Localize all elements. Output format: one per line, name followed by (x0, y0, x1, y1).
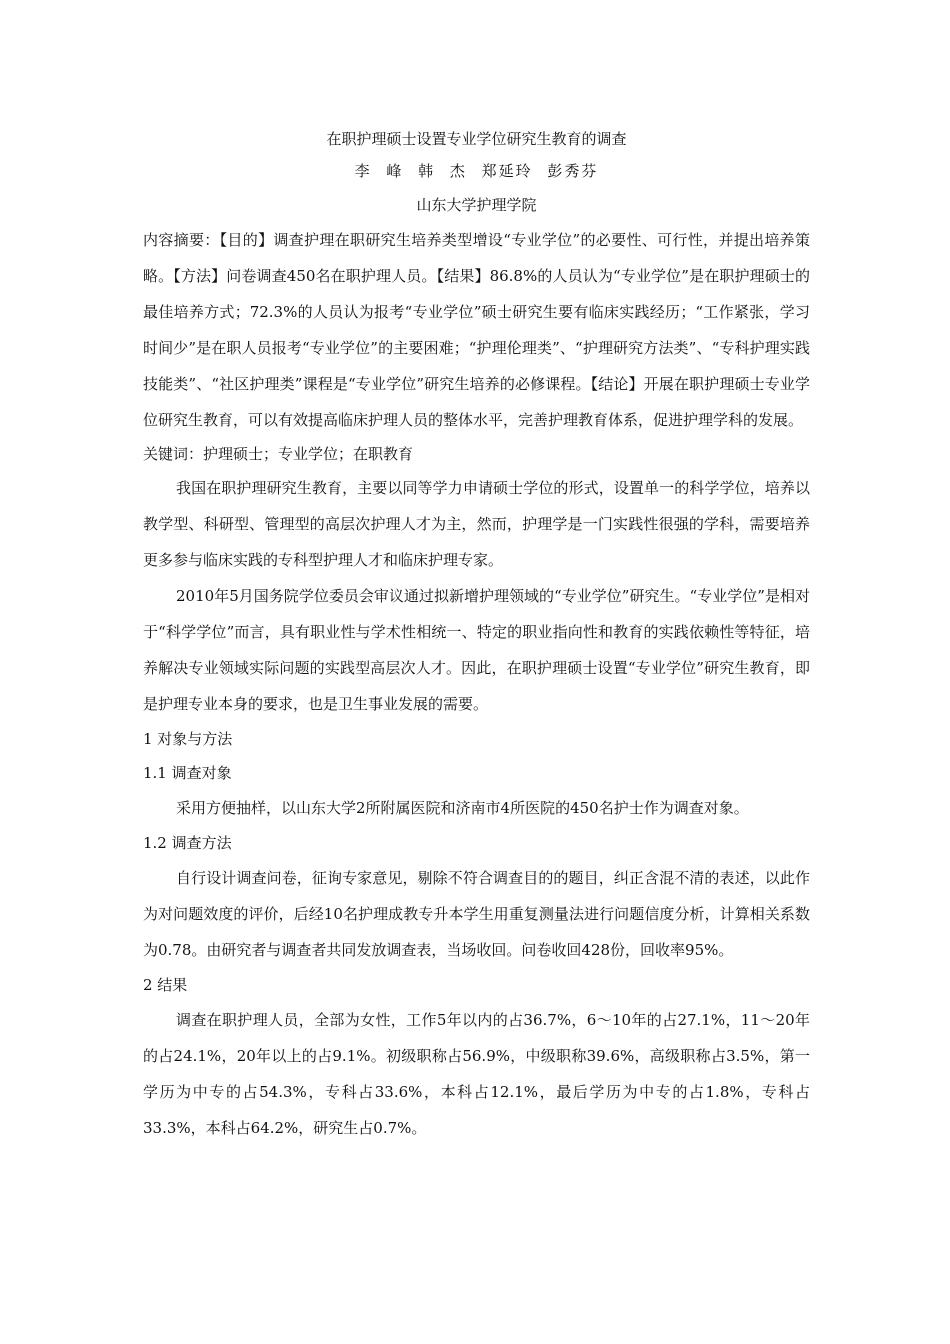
keywords-text: 护理硕士；专业学位；在职教育 (203, 445, 414, 463)
abstract-label: 内容摘要： (143, 231, 220, 249)
subsection-1-1-text: 采用方便抽样，以山东大学2所附属医院和济南市4所医院的450名护士作为调查对象。 (176, 799, 749, 817)
paper-affiliation: 山东大学护理学院 (416, 196, 537, 214)
section-heading-1: 1 对象与方法 (143, 730, 233, 748)
document-body (143, 124, 810, 1146)
subsection-heading-1-1: 1.1 调查对象 (143, 764, 232, 782)
keywords-label: 关键词： (143, 445, 204, 463)
keywords-line (143, 438, 810, 470)
paper-authors: 李 峰 韩 杰 郑延玲 彭秀芬 (354, 162, 599, 180)
abstract-paragraph (143, 222, 810, 438)
intro-paragraph-2: 2010年5月国务院学位委员会审议通过拟新增护理领域的“专业学位”研究生。“专业学位”是相对于“科学学位”而言，具有职业性与学术性相统一、特定的职业指向性和教育的实践依赖性等特征，培养解决专业领域实际问题的实践型高层次人才。因此，在职护理硕士设置“专业学位”研究生教育，即是护理专业本身的要求，也是卫生事业发展的需要。 (143, 587, 810, 713)
subsection-heading-1-2: 1.2 调查方法 (143, 834, 232, 852)
paper-title: 在职护理硕士设置专业学位研究生教育的调查 (326, 130, 627, 148)
abstract-text: 【目的】调查护理在职研究生培养类型增设“专业学位”的必要性、可行性，并提出培养策略。【方法】问卷调查450名在职护理人员。【结果】86.8%的人员认为“专业学位”是在职护理硕士的最佳培养方式；72.3%的人员认为报考“专业学位”硕士研究生要有临床实践经历；“工作紧张，学习时间少”是在职人员报考“专业学位”的主要困难；“护理伦理类”、“护理研究方法类”、“专科护理实践技能类”、“社区护理类”课程是“专业学位”研究生培养的必修课程。【结论】开展在职护理硕士专业学位研究生教育，可以有效提高临床护理人员的整体水平，完善护理教育体系，促进护理学科的发展。 (143, 231, 810, 429)
section-heading-2: 2 结果 (143, 976, 188, 994)
subsection-1-2-text: 自行设计调查问卷，征询专家意见，剔除不符合调查目的的题目，纠正含混不清的表述，以此作为对问题效度的评价，后经10名护理成教专升本学生用重复测量法进行问题信度分析，计算相关系数为0.78。由研究者与调查者共同发放调查表，当场收回。问卷收回428份，回收率95%。 (143, 869, 810, 959)
intro-paragraph-1: 我国在职护理研究生教育，主要以同等学力申请硕士学位的形式，设置单一的科学学位，培养以教学型、科研型、管理型的高层次护理人才为主，然而，护理学是一门实践性很强的学科，需要培养更多参与临床实践的专科型护理人才和临床护理专家。 (143, 479, 810, 569)
section-2-text: 调查在职护理人员，全部为女性，工作5年以内的占36.7%，6～10年的占27.1%，11～20年的占24.1%，20年以上的占9.1%。初级职称占56.9%，中级职称39.6%，高级职称占3.5%，第一学历为中专的占54.3%，专科占33.6%，本科占12.1%，最后学历为中专的占1.8%，专科占33.3%，本科占64.2%，研究生占0.7%。 (143, 1011, 810, 1137)
